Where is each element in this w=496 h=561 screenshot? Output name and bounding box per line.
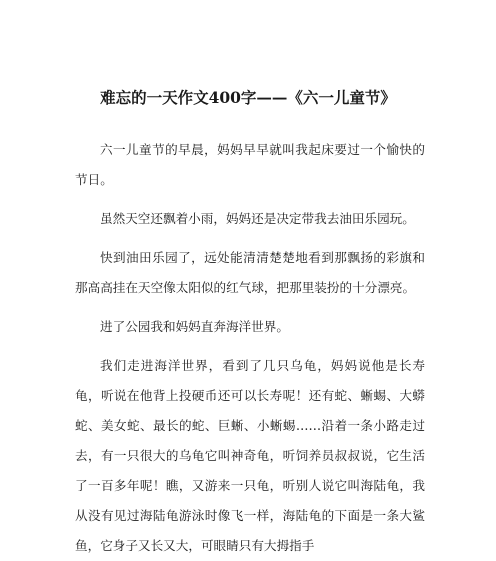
paragraph-3: 快到油田乐园了，远处能清清楚楚地看到那飘扬的彩旗和那高高挂在天空像太阳似的红气球，把那里装扮的十分漂亮。 — [75, 250, 425, 295]
document-body — [75, 135, 425, 561]
paragraph-4: 进了公园我和妈妈直奔海洋世界。 — [100, 319, 289, 334]
paragraph-2: 虽然天空还飘着小雨，妈妈还是决定带我去油田乐园玩。 — [100, 211, 415, 226]
document-title: 难忘的一天作文400字——《六一儿童节》 — [100, 88, 396, 107]
paragraph-5: 我们走进海洋世界，看到了几只乌龟，妈妈说他是长寿龟，听说在他背上投硬币还可以长寿呢！还有蛇、蜥蜴、大蟒蛇、美女蛇、最长的蛇、巨蜥、小蜥蜴……沿着一条小路走过去，有一只很大的乌龟它叫神奇龟，听饲养员叔叔说，它生活了一百多年呢！瞧，又游来一只龟，听别人说它叫海陆龟，我从没有见过海陆龟游泳时像飞一样，海陆龟的下面是一条大鲨鱼，它身子又长又大，可眼睛只有大拇指手 — [75, 358, 425, 553]
paragraph-1: 六一儿童节的早晨，妈妈早早就叫我起床要过一个愉快的节日。 — [75, 142, 425, 187]
